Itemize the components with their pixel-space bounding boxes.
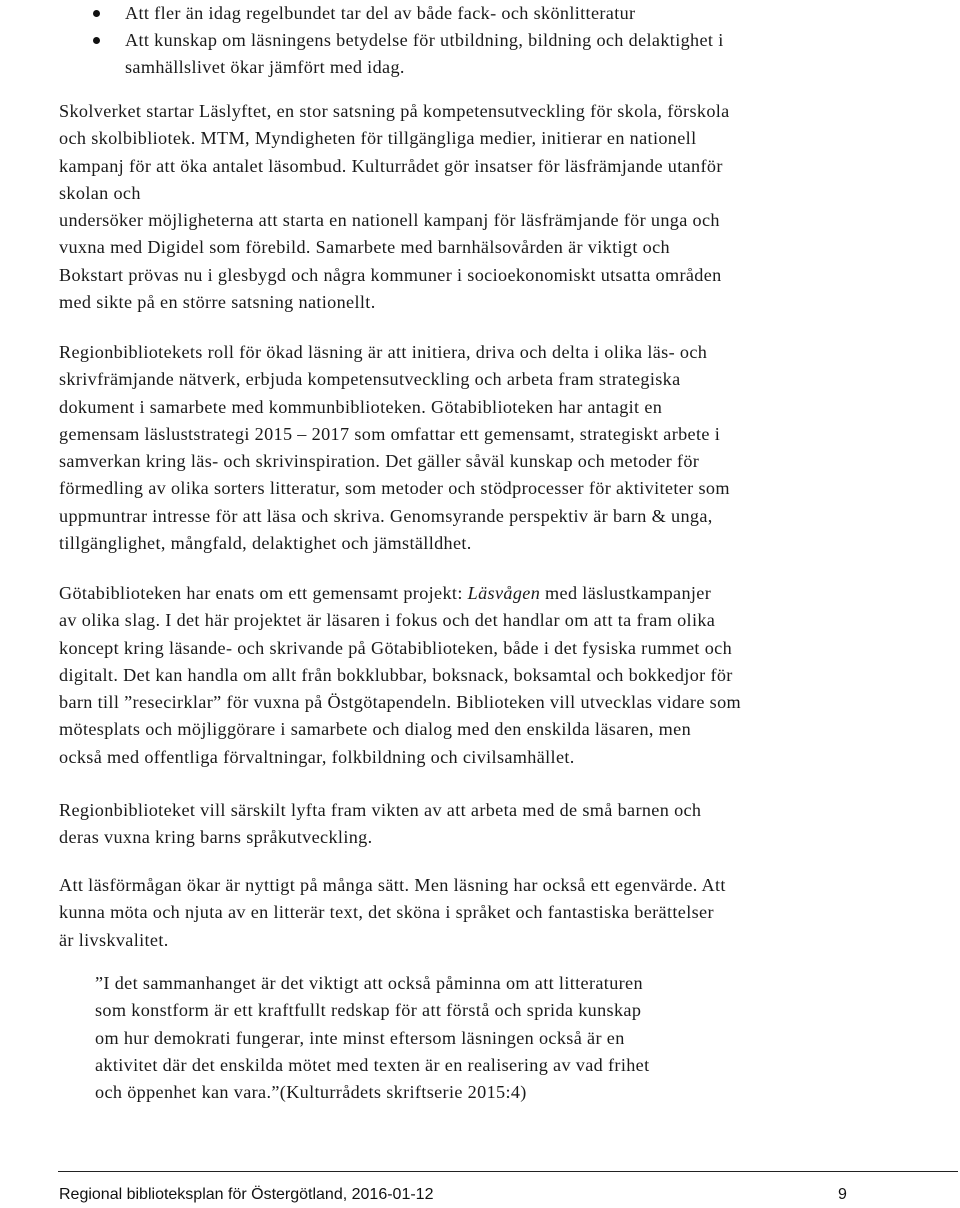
- quote-line: och öppenhet kan vara.”(Kulturrådets skriftserie 2015:4): [95, 1082, 527, 1103]
- paragraph-small-children: [59, 797, 879, 852]
- text-segment: Götabiblioteken har enats om ett gemensamt projekt:: [59, 583, 468, 603]
- bullet-dot-icon: [93, 10, 100, 17]
- text-line: är livskvalitet.: [59, 929, 169, 950]
- text-line: gemensam läsluststrategi 2015 – 2017 som omfattar ett gemensamt, strategiskt arbete i: [59, 423, 721, 444]
- text-line: med sikte på en större satsning nationellt.: [59, 292, 376, 313]
- text-line: Bokstart prövas nu i glesbygd och några kommuner i socioekonomiskt utsatta områden: [59, 264, 722, 285]
- page-number: 9: [838, 1186, 848, 1203]
- text-line: Regionbibliotekets roll för ökad läsning är att initiera, driva och delta i olika läs- och: [59, 342, 708, 362]
- bullet-dot-icon: [93, 37, 100, 44]
- paragraph-regional-library-role: [59, 339, 879, 557]
- quote-line: om hur demokrati fungerar, inte minst eftersom läsningen också är en: [95, 1027, 625, 1048]
- bullet-item: [91, 0, 891, 27]
- text-line: skrivfrämjande nätverk, erbjuda kompetensutveckling och arbeta fram strategiska: [59, 369, 681, 390]
- text-line: skolan och: [59, 182, 141, 203]
- text-line: vuxna med Digidel som förebild. Samarbete med barnhälsovården är viktigt och: [59, 237, 670, 258]
- footer-title: Regional biblioteksplan för Östergötland, 2016-01-12: [59, 1186, 434, 1203]
- text-line: [59, 580, 879, 607]
- text-line: Regionbiblioteket vill särskilt lyfta fram vikten av att arbeta med de små barnen och: [59, 800, 702, 820]
- text-line: Att läsförmågan ökar är nyttigt på många sätt. Men läsning har också ett egenvärde. Att: [59, 875, 726, 895]
- text-line: mötesplats och möjliggörare i samarbete och dialog med den enskilda läsaren, men: [59, 719, 692, 740]
- goal-bullet-list: [91, 0, 891, 81]
- text-line: koncept kring läsande- och skrivande på Götabiblioteken, både i det fysiska rummet och: [59, 637, 733, 658]
- text-line: deras vuxna kring barns språkutveckling.: [59, 827, 373, 848]
- text-line: kunna möta och njuta av en litterär text, det sköna i språket och fantastiska berättelser: [59, 902, 714, 923]
- quote-line: aktivitet där det enskilda mötet med texten är en realisering av vad frihet: [95, 1054, 650, 1075]
- text-line: Skolverket startar Läslyftet, en stor satsning på kompetensutveckling för skola, förskola: [59, 101, 730, 121]
- bullet-text-continuation: samhällslivet ökar jämfört med idag.: [125, 57, 405, 77]
- text-segment: med läslustkampanjer: [540, 583, 712, 603]
- text-line: tillgänglighet, mångfald, delaktighet och jämställdhet.: [59, 533, 472, 554]
- text-line: kampanj för att öka antalet läsombud. Kulturrådet gör insatser för läsfrämjande utanför: [59, 155, 723, 176]
- block-quote: [95, 970, 795, 1106]
- bullet-text: Att fler än idag regelbundet tar del av både fack- och skönlitteratur: [125, 3, 636, 23]
- text-line: samverkan kring läs- och skrivinspiration. Det gäller såväl kunskap och metoder för: [59, 451, 700, 472]
- project-name-italic: Läsvågen: [467, 583, 541, 603]
- paragraph-lasvagen-project: [59, 580, 879, 771]
- paragraph-national-initiatives: [59, 98, 879, 316]
- text-line: undersöker möjligheterna att starta en nationell kampanj för läsfrämjande för unga och: [59, 210, 720, 231]
- text-line: uppmuntrar intresse för att läsa och skriva. Genomsyrande perspektiv är barn & unga,: [59, 505, 713, 526]
- text-line: och skolbibliotek. MTM, Myndigheten för tillgängliga medier, initierar en nationell: [59, 128, 697, 149]
- bullet-text: Att kunskap om läsningens betydelse för utbildning, bildning och delaktighet i: [125, 30, 724, 50]
- text-line: digitalt. Det kan handla om allt från bokklubbar, boksnack, boksamtal och bokkedjor för: [59, 664, 733, 685]
- text-line: av olika slag. I det här projektet är läsaren i fokus och det handlar om att ta fram olika: [59, 610, 716, 631]
- quote-line: ”I det sammanhanget är det viktigt att också påminna om att litteraturen: [95, 973, 643, 993]
- text-line: barn till ”resecirklar” för vuxna på Östgötapendeln. Biblioteken vill utvecklas vidare som: [59, 692, 742, 713]
- text-line: förmedling av olika sorters litteratur, som metoder och stödprocesser för aktiviteter som: [59, 478, 730, 499]
- footer-divider: [58, 1171, 958, 1172]
- text-line: dokument i samarbete med kommunbiblioteken. Götabiblioteken har antagit en: [59, 396, 663, 417]
- text-line: också med offentliga förvaltningar, folkbildning och civilsamhället.: [59, 746, 575, 767]
- paragraph-reading-value: [59, 872, 879, 954]
- bullet-item: [91, 27, 891, 81]
- quote-line: som konstform är ett kraftfullt redskap för att förstå och sprida kunskap: [95, 1000, 642, 1021]
